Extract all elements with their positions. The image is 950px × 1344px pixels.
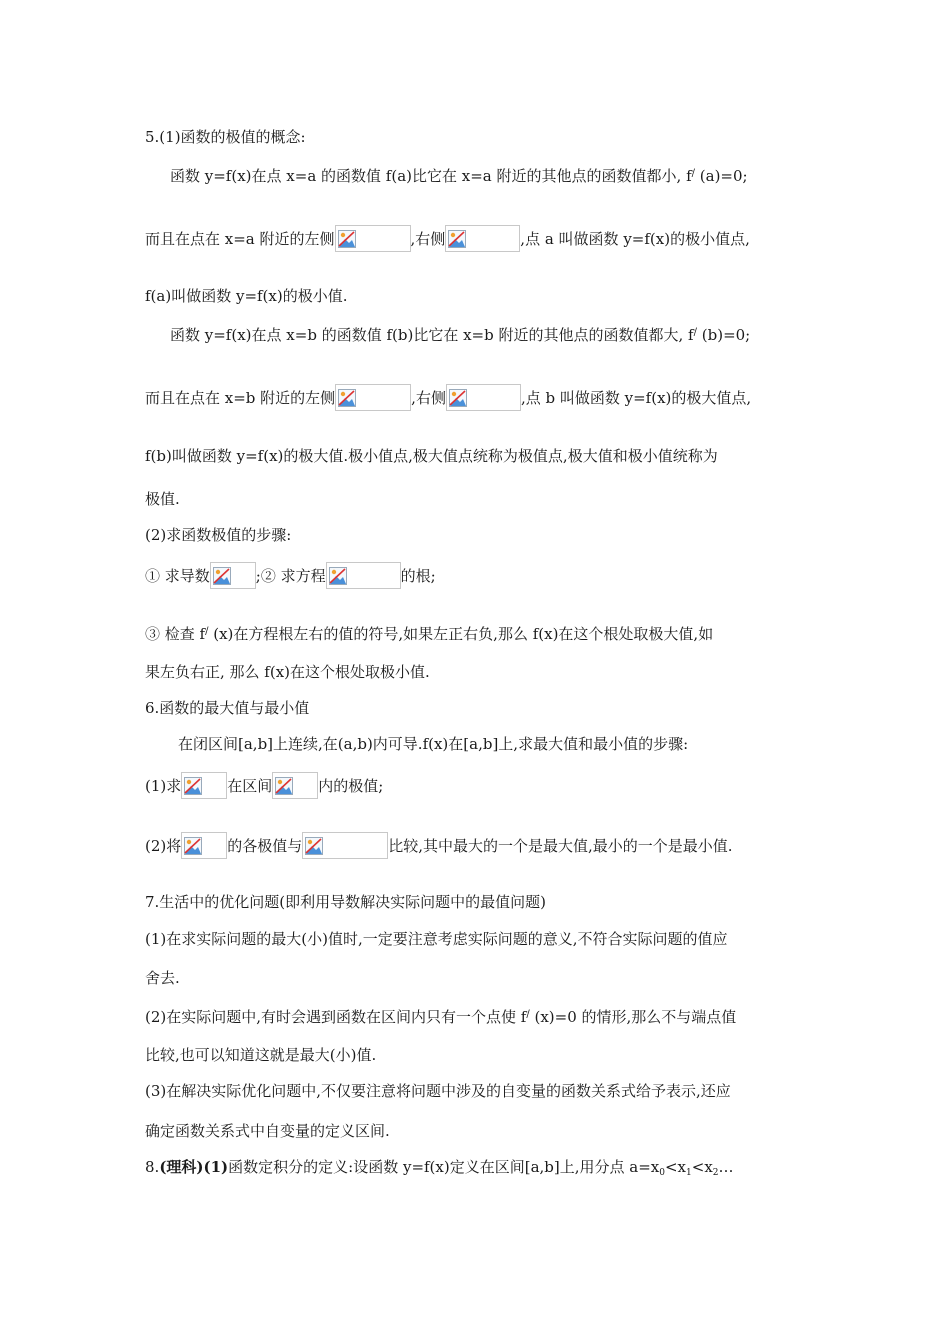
section7-p2 — [145, 1005, 810, 1025]
formula-image-interval — [272, 772, 318, 799]
subscript: 0 — [659, 1168, 665, 1178]
text-span: (2)在实际问题中,有时会遇到函数在区间内只有一个点使 f — [145, 1008, 527, 1026]
text-span: <x — [664, 1158, 687, 1176]
science-label: (理科)(1) — [159, 1158, 229, 1176]
broken-image-icon — [448, 230, 466, 248]
text-span: (b)=0; — [701, 326, 751, 344]
extremum-step-3 — [145, 622, 810, 642]
max-def-line1 — [170, 323, 835, 343]
text-span: … — [718, 1158, 734, 1176]
text-span: ,点 a 叫做函数 y=f(x)的极小值点, — [520, 230, 750, 248]
section6-step2 — [145, 832, 810, 855]
min-def-line1 — [170, 164, 835, 184]
formula-image-fx — [181, 772, 227, 799]
text-span: <x — [691, 1158, 713, 1176]
section6-intro: 在闭区间[a,b]上连续,在(a,b)内可导.f(x)在[a,b]上,求最大值和最小值的步骤: — [178, 735, 689, 753]
section8-line — [145, 1157, 810, 1177]
section7-heading: 7.生活中的优化问题(即利用导数解决实际问题中的最值问题) — [145, 893, 547, 911]
text-span: 的根; — [400, 567, 436, 585]
broken-image-icon — [449, 389, 467, 407]
text-span: f — [688, 326, 694, 344]
text-span: ,点 b 叫做函数 y=f(x)的极大值点, — [520, 389, 752, 407]
formula-image-right-max — [446, 384, 521, 411]
broken-image-icon — [338, 230, 356, 248]
text-span: ① 求导数 — [145, 567, 210, 585]
text-span: 函数 y=f(x)在点 x=b 的函数值 f(b)比它在 x=b 附近的其他点的函数值都大, — [170, 326, 684, 344]
section7-p1-cont: 舍去. — [145, 969, 180, 987]
text-span: 8. — [145, 1158, 160, 1176]
broken-image-icon — [275, 777, 293, 795]
broken-image-icon — [305, 837, 323, 855]
text-span: 函数 y=f(x)在点 x=a 的函数值 f(a)比它在 x=a 附近的其他点的函数值都小, — [170, 167, 682, 185]
prime-mark: / — [693, 327, 697, 338]
extremum-steps-1-2 — [145, 562, 810, 585]
text-span: ;② 求方程 — [255, 567, 326, 585]
text-span: ,右侧 — [411, 389, 446, 407]
formula-image-left-max — [335, 384, 411, 411]
section7-p3-cont: 确定函数关系式中自变量的定义区间. — [145, 1122, 390, 1140]
broken-image-icon — [184, 837, 202, 855]
text-span: (x)在方程根左右的值的符号,如果左正右负,那么 f(x)在这个根处取极大值,如 — [213, 625, 714, 643]
text-span: (1)求 — [145, 777, 182, 795]
section6-step1 — [145, 772, 810, 795]
formula-image-equation — [326, 562, 401, 589]
extremum-step-3-cont: 果左负右正, 那么 f(x)在这个根处取极小值. — [145, 663, 430, 681]
text-span: 比较,其中最大的一个是最大值,最小的一个是最小值. — [388, 837, 733, 855]
extremum-steps-heading: (2)求函数极值的步骤: — [145, 526, 292, 544]
text-span: ,右侧 — [410, 230, 446, 248]
text-span: 在区间 — [227, 777, 273, 795]
section7-p3: (3)在解决实际优化问题中,不仅要注意将问题中涉及的自变量的函数关系式给予表示,还应 — [145, 1082, 731, 1100]
text-span: f — [686, 167, 692, 185]
broken-image-icon — [329, 567, 347, 585]
text-span: 内的极值; — [318, 777, 384, 795]
text-span: 而且在点在 x=b 附近的左侧 — [145, 389, 336, 407]
formula-image-right-min — [445, 225, 520, 252]
section7-p1: (1)在求实际问题的最大(小)值时,一定要注意考虑实际问题的意义,不符合实际问题的值应 — [145, 930, 728, 948]
formula-image-left-min — [335, 225, 411, 252]
text-span: 函数定积分的定义:设函数 y=f(x)定义在区间[a,b]上,用分点 a=x — [228, 1158, 660, 1176]
broken-image-icon — [338, 389, 356, 407]
text-span: (x)=0 的情形,那么不与端点值 — [534, 1008, 737, 1026]
max-def-line4: 极值. — [145, 490, 180, 508]
min-def-line2 — [145, 225, 810, 248]
subscript: 1 — [686, 1168, 692, 1178]
text-span: ③ 检查 f — [145, 625, 206, 643]
formula-image-endpoints — [302, 832, 388, 859]
section5-heading: 5.(1)函数的极值的概念: — [145, 128, 306, 146]
min-def-line3: f(a)叫做函数 y=f(x)的极小值. — [145, 287, 348, 305]
broken-image-icon — [213, 567, 231, 585]
text-span: 而且在点在 x=a 附近的左侧 — [145, 230, 335, 248]
text-span: (2)将 — [145, 837, 182, 855]
broken-image-icon — [184, 777, 202, 795]
formula-image-derivative — [210, 562, 256, 589]
text-span: (a)=0; — [699, 167, 748, 185]
prime-mark: / — [526, 1009, 530, 1020]
text-span: 的各极值与 — [227, 837, 303, 855]
subscript: 2 — [712, 1168, 719, 1178]
section7-p2-cont: 比较,也可以知道这就是最大(小)值. — [145, 1046, 377, 1064]
formula-image-fx-2 — [181, 832, 227, 859]
section6-heading: 6.函数的最大值与最小值 — [145, 699, 310, 717]
max-def-line3: f(b)叫做函数 y=f(x)的极大值.极小值点,极大值点统称为极值点,极大值和极小值统称为 — [145, 447, 718, 465]
prime-mark: / — [205, 626, 209, 637]
max-def-line2 — [145, 384, 810, 407]
prime-mark: / — [691, 168, 695, 179]
